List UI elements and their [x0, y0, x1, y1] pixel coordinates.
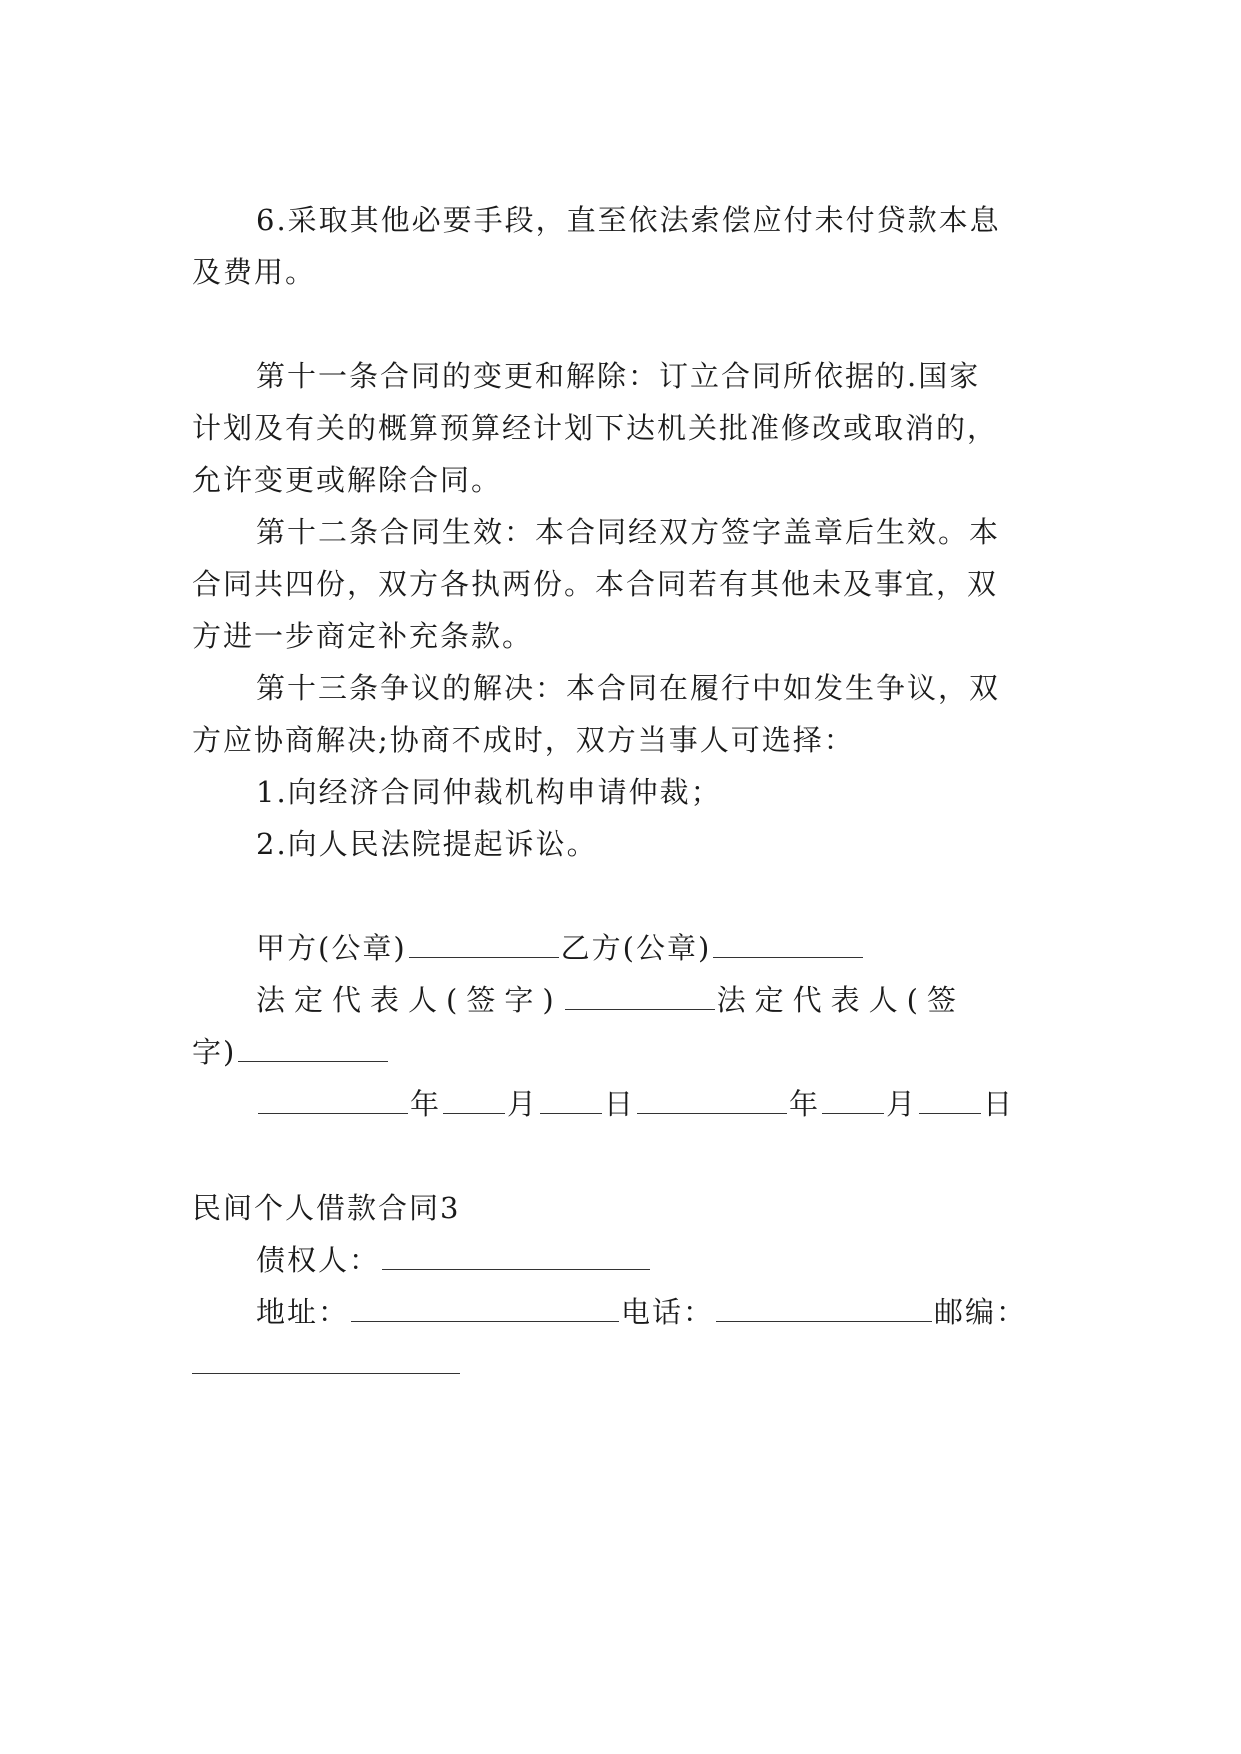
year-a-label: 年	[410, 1087, 442, 1121]
phone-blank	[716, 1295, 932, 1322]
day-b-label: 日	[983, 1087, 1015, 1121]
party-b-seal-label: 乙方(公章)	[560, 931, 712, 965]
address-blank	[351, 1295, 619, 1322]
day-a-blank	[540, 1087, 602, 1114]
rep-a-label: 法定代表人(签字)	[256, 983, 563, 1017]
address-line	[256, 1292, 1052, 1332]
creditor-line	[256, 1240, 1052, 1280]
rep-b-blank	[238, 1035, 388, 1062]
creditor-blank	[382, 1243, 650, 1270]
article-12-line-3: 方进一步商定补充条款。	[192, 619, 534, 653]
creditor-label: 债权人：	[256, 1243, 381, 1277]
party-a-seal-blank	[409, 931, 559, 958]
article-11-line-2: 计划及有关的概算预算经计划下达机关批准修改或取消的，	[192, 411, 999, 445]
article-11-line-3: 允许变更或解除合同。	[192, 463, 503, 497]
clause-6-line-2: 及费用。	[192, 255, 317, 289]
postcode-line	[192, 1344, 1052, 1384]
month-b-label: 月	[886, 1087, 918, 1121]
option-item-1: 1.向经济合同仲裁机构申请仲裁；	[256, 775, 722, 809]
postcode-label: 邮编：	[934, 1295, 1028, 1329]
representative-line-cont	[192, 1032, 1052, 1072]
rep-b-label: 法定代表人(签	[716, 983, 965, 1017]
month-a-label: 月	[507, 1087, 539, 1121]
rep-b-label-cont: 字)	[192, 1035, 237, 1069]
month-a-blank	[443, 1087, 505, 1114]
rep-a-blank	[565, 983, 715, 1010]
day-a-label: 日	[604, 1087, 636, 1121]
year-a-blank	[258, 1087, 408, 1114]
year-b-blank	[637, 1087, 787, 1114]
article-13-line-1: 第十三条争议的解决：本合同在履行中如发生争议，双	[256, 671, 1001, 705]
article-12-line-1: 第十二条合同生效：本合同经双方签字盖章后生效。本	[256, 515, 1001, 549]
clause-6-line-1: 6.采取其他必要手段，直至依法索偿应付未付贷款本息	[256, 203, 1001, 237]
representative-line	[256, 980, 1052, 1020]
seal-line	[256, 928, 1052, 968]
date-line	[256, 1084, 1052, 1124]
party-a-seal-label: 甲方(公章)	[256, 931, 407, 965]
party-b-seal-blank	[713, 931, 863, 958]
option-item-2: 2.向人民法院提起诉讼。	[256, 827, 598, 861]
article-12-line-2: 合同共四份，双方各执两份。本合同若有其他未及事宜，双	[192, 567, 999, 601]
postcode-blank	[192, 1347, 460, 1374]
article-11-line-1: 第十一条合同的变更和解除：订立合同所依据的.国家	[256, 359, 981, 393]
day-b-blank	[919, 1087, 981, 1114]
address-label: 地址：	[256, 1295, 350, 1329]
year-b-label: 年	[789, 1087, 821, 1121]
article-13-line-2: 方应协商解决;协商不成时，双方当事人可选择：	[192, 723, 855, 757]
phone-label: 电话：	[621, 1295, 715, 1329]
month-b-blank	[822, 1087, 884, 1114]
section-title: 民间个人借款合同3	[192, 1191, 461, 1225]
